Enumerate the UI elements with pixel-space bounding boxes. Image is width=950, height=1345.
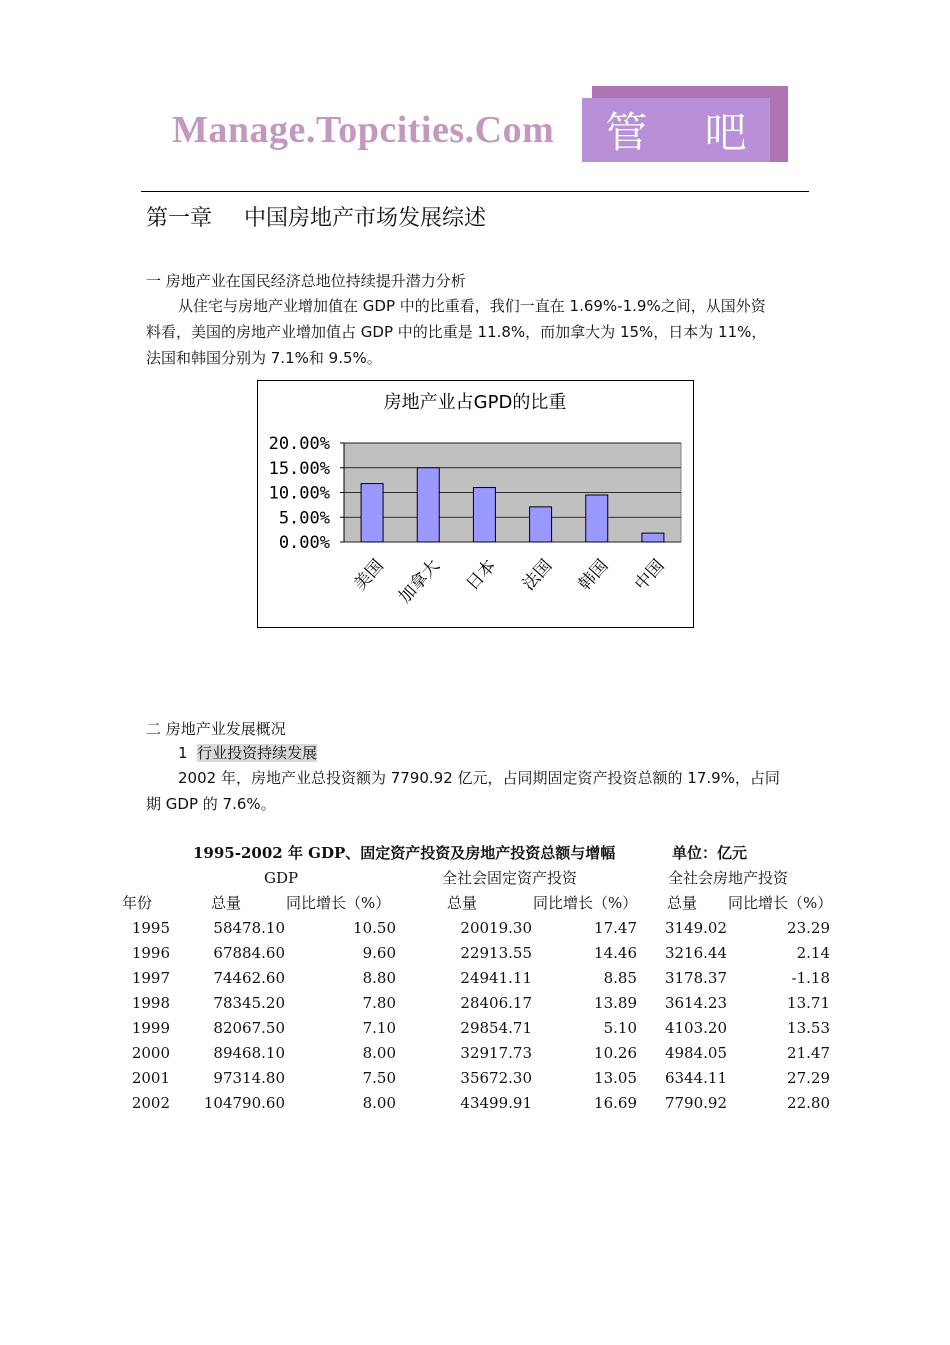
chapter-name: 中国房地产市场发展综述 xyxy=(244,206,487,231)
table-row-year: 1996 xyxy=(131,944,170,962)
table-cell: 13.05 xyxy=(594,1069,637,1087)
table-cell: 17.47 xyxy=(594,919,637,937)
table-cell: 13.89 xyxy=(594,994,637,1012)
table-cell: 10.26 xyxy=(594,1044,637,1062)
table-cell: 6344.11 xyxy=(664,1069,727,1087)
table-cell: 7790.92 xyxy=(664,1094,727,1112)
section1-para-line3: 法国和韩国分别为 7.1%和 9.5%。 xyxy=(146,349,382,367)
section1-para-line1: 从住宅与房地产业增加值在 GDP 中的比重看，我们一直在 1.69%-1.9%之间，从国外资 xyxy=(178,297,766,315)
table-cell: 8.80 xyxy=(362,969,396,987)
bar-韩国 xyxy=(586,495,608,542)
y-tick-label: 20.00% xyxy=(268,434,330,454)
table-cell: 23.29 xyxy=(787,919,830,937)
table-cell: 28406.17 xyxy=(460,994,532,1012)
table-cell: 82067.50 xyxy=(213,1019,285,1037)
x-tick-label: 美国 xyxy=(350,555,388,595)
logo-badge-text: 管 吧 xyxy=(605,108,769,157)
table-cell: 4103.20 xyxy=(664,1019,727,1037)
subsection-heading xyxy=(178,742,317,764)
column-header: 总量 xyxy=(211,894,242,912)
section1-para-line2: 料看，美国的房地产业增加值占 GDP 中的比重是 11.8%，而加拿大为 15%，日本为 11%， xyxy=(146,323,767,341)
site-logo-text: Manage.Topcities.Com xyxy=(172,109,555,151)
section2-para-line2: 期 GDP 的 7.6%。 xyxy=(146,795,276,813)
table-cell: 3216.44 xyxy=(664,944,727,962)
table-cell: 24941.11 xyxy=(460,969,532,987)
section2-heading: 二 房地产业发展概况 xyxy=(146,720,286,738)
table-title: 1995-2002 年 GDP、固定资产投资及房地产投资总额与增幅 xyxy=(193,844,616,862)
table-cell: 43499.91 xyxy=(460,1094,532,1112)
table-cell: 9.60 xyxy=(362,944,396,962)
table-cell: 7.10 xyxy=(362,1019,396,1037)
x-tick-label: 法国 xyxy=(518,555,557,595)
bar-中国 xyxy=(642,533,664,542)
table-row-year: 2002 xyxy=(131,1094,170,1112)
table-cell: 13.53 xyxy=(787,1019,830,1037)
chart-title: 房地产业占GPD的比重 xyxy=(383,392,567,413)
bar-美国 xyxy=(361,484,383,542)
bar-日本 xyxy=(473,488,495,542)
bar-chart xyxy=(257,380,694,628)
column-header: 总量 xyxy=(667,894,698,912)
table-cell: 5.10 xyxy=(603,1019,637,1037)
group-header-fixed-investment: 全社会固定资产投资 xyxy=(442,869,578,887)
table-cell: 22913.55 xyxy=(460,944,532,962)
x-tick-label: 日本 xyxy=(462,555,501,595)
table-unit: 单位：亿元 xyxy=(672,844,748,862)
table-cell: -1.18 xyxy=(791,969,830,987)
table-cell: 27.29 xyxy=(787,1069,830,1087)
table-cell: 20019.30 xyxy=(460,919,532,937)
table-cell: 35672.30 xyxy=(460,1069,532,1087)
column-header: 同比增长（%） xyxy=(533,894,638,912)
table-cell: 16.69 xyxy=(594,1094,637,1112)
table-cell: 32917.73 xyxy=(460,1044,532,1062)
table-row-year: 1997 xyxy=(131,969,170,987)
table-cell: 74462.60 xyxy=(213,969,285,987)
table-cell: 14.46 xyxy=(594,944,637,962)
table-cell: 67884.60 xyxy=(213,944,285,962)
table-cell: 7.80 xyxy=(362,994,396,1012)
table-cell: 4984.05 xyxy=(664,1044,727,1062)
x-tick-label: 韩国 xyxy=(574,555,613,595)
group-header-realestate-investment: 全社会房地产投资 xyxy=(668,869,789,887)
y-tick-label: 15.00% xyxy=(268,458,330,479)
x-tick-label: 中国 xyxy=(631,555,669,595)
table-cell: 8.00 xyxy=(362,1094,396,1112)
table-cell: 10.50 xyxy=(353,919,396,937)
table-cell: 8.85 xyxy=(603,969,637,987)
section1-heading: 一 房地产业在国民经济总地位持续提升潜力分析 xyxy=(146,272,466,290)
group-header-gdp: GDP xyxy=(264,869,299,887)
table-cell: 78345.20 xyxy=(213,994,285,1012)
chart-canvas xyxy=(258,381,693,627)
header-divider xyxy=(141,191,809,192)
table-cell: 8.00 xyxy=(362,1044,396,1062)
chapter-title xyxy=(146,203,486,235)
table-cell: 104790.60 xyxy=(203,1094,285,1112)
table-cell: 29854.71 xyxy=(460,1019,532,1037)
table-row-year: 1998 xyxy=(131,994,170,1012)
y-tick-label: 10.00% xyxy=(268,483,330,504)
table-cell: 22.80 xyxy=(787,1094,830,1112)
y-tick-label: 5.00% xyxy=(278,508,330,529)
table-row-year: 1995 xyxy=(131,919,170,937)
bar-加拿大 xyxy=(417,468,439,542)
bar-法国 xyxy=(530,507,552,542)
column-header: 年份 xyxy=(122,894,153,912)
table-cell: 21.47 xyxy=(787,1044,830,1062)
y-tick-label: 0.00% xyxy=(278,533,330,553)
table-cell: 3614.23 xyxy=(664,994,727,1012)
table-cell: 13.71 xyxy=(787,994,830,1012)
subsection-title: 行业投资持续发展 xyxy=(197,744,318,762)
table-cell: 3178.37 xyxy=(664,969,727,987)
column-header: 同比增长（%） xyxy=(728,894,833,912)
logo-badge xyxy=(582,98,770,162)
table-row-year: 2000 xyxy=(131,1044,170,1062)
table-cell: 2.14 xyxy=(796,944,830,962)
column-header: 总量 xyxy=(447,894,478,912)
table-cell: 97314.80 xyxy=(213,1069,285,1087)
column-header: 同比增长（%） xyxy=(286,894,391,912)
section2-para-line1: 2002 年，房地产业总投资额为 7790.92 亿元，占同期固定资产投资总额的 17.9%，占同 xyxy=(178,769,780,787)
table-cell: 3149.02 xyxy=(664,919,727,937)
table-cell: 7.50 xyxy=(362,1069,396,1087)
table-row-year: 1999 xyxy=(131,1019,170,1037)
table-row-year: 2001 xyxy=(131,1069,170,1087)
chapter-number: 第一章 xyxy=(146,206,213,231)
table-cell: 58478.10 xyxy=(213,919,285,937)
table-cell: 89468.10 xyxy=(213,1044,285,1062)
x-tick-label: 加拿大 xyxy=(394,555,444,608)
subsection-number: 1 xyxy=(178,744,188,762)
